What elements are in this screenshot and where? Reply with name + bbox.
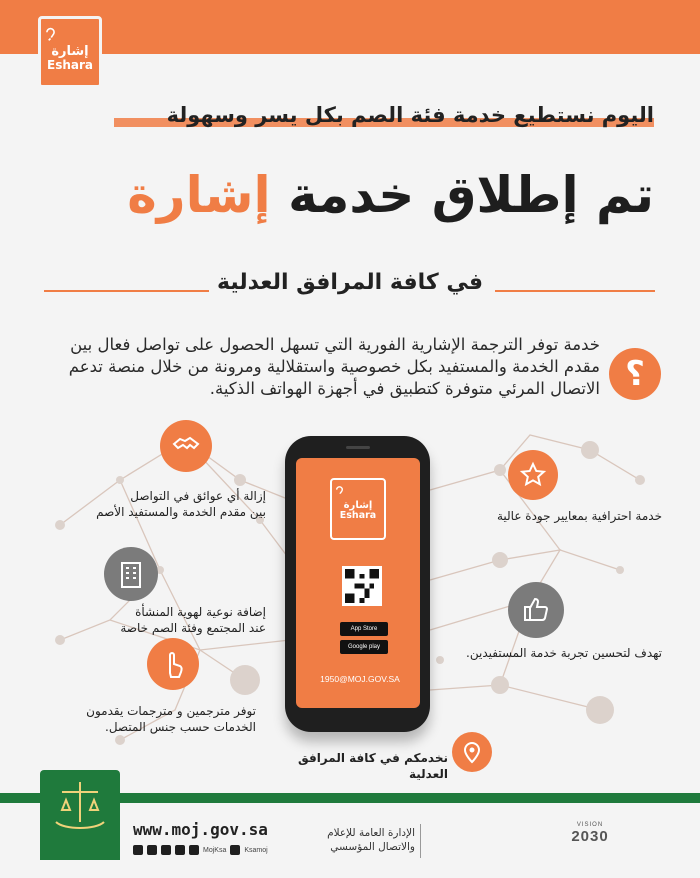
eshara-logo	[38, 16, 102, 88]
title-prefix: تم إطلاق خدمة	[288, 166, 654, 224]
feature-quality: خدمة احترافية بمعايير جودة عالية	[496, 509, 662, 523]
divider-left	[44, 290, 209, 292]
location-pin-icon	[452, 732, 492, 772]
youtube-icon[interactable]	[230, 845, 240, 855]
question-icon: ؟	[609, 348, 661, 400]
support-email[interactable]: 1950@MOJ.GOV.SA	[320, 674, 400, 684]
app-store-badge[interactable]: App Store	[340, 622, 388, 636]
feature-remove-barriers: إزالة أي عوائق في التواصل بين مقدم الخدمة والمستفيد الأصم	[96, 489, 266, 519]
title-accent: إشارة	[127, 166, 271, 224]
instagram-icon[interactable]	[161, 845, 171, 855]
building-icon	[104, 547, 158, 601]
footer-separator	[420, 824, 421, 858]
google-play-badge[interactable]: Google play	[340, 640, 388, 654]
social-links	[133, 845, 268, 855]
phone-app-english: Eshara	[339, 510, 377, 521]
headline-subtitle: اليوم نستطيع خدمة فئة الصم بكل يسر وسهولة	[166, 103, 654, 127]
header-bar	[0, 0, 700, 54]
social-handle-1: MojKsa	[203, 846, 227, 854]
website-link[interactable]: www.moj.gov.sa	[133, 820, 268, 839]
facebook-icon[interactable]	[175, 845, 185, 855]
service-description: خدمة توفر الترجمة الإشارية الفورية التي تسهل الحصول على تواصل فعال بين مقدم الخدمة والمستفيد بكل خصوصية واستقلالية ومرونة من خلال منصة تدعم الاتصال المرئي متوفرة كتطبيق في أجهزة الهواتف الذكية.	[68, 335, 600, 398]
feature-interpreters: توفر مترجمين و مترجمات يقدمون الخدمات حسب جنس المتصل.	[86, 704, 256, 734]
feature-identity: إضافة نوعية لهوية المنشأة عند المجتمع وفئة الصم خاصة	[120, 605, 266, 635]
ear-icon	[336, 484, 350, 498]
divider-right	[495, 290, 655, 292]
phone-speaker	[346, 446, 370, 449]
phone-app-logo	[330, 478, 386, 540]
star-icon	[508, 450, 558, 500]
logo-english: Eshara	[47, 58, 93, 72]
thumbs-up-icon	[508, 582, 564, 638]
ministry-emblem	[40, 770, 120, 860]
twitter-icon[interactable]	[133, 845, 143, 855]
feature-location: نخدمكم في كافة المرافق العدلية	[298, 751, 448, 781]
qr-code[interactable]	[342, 566, 382, 606]
hand-pointer-icon	[147, 638, 199, 690]
handshake-icon	[160, 420, 212, 472]
ear-icon	[45, 25, 65, 43]
department-name: الإدارة العامة للإعلام والاتصال المؤسسي	[327, 827, 415, 853]
phone-app-arabic: إشارة	[343, 500, 373, 511]
linkedin-icon[interactable]	[189, 845, 199, 855]
vision-2030-logo: VISION 2030	[571, 822, 609, 845]
social-handle-2: Ksamoj	[244, 846, 268, 854]
feature-experience: تهدف لتحسين تجربة خدمة المستفيدين.	[466, 646, 662, 660]
snapchat-icon[interactable]	[147, 845, 157, 855]
headline-title	[34, 158, 654, 232]
logo-arabic: إشارة	[51, 44, 89, 59]
facilities-heading: في كافة المرافق العدلية	[217, 270, 483, 295]
